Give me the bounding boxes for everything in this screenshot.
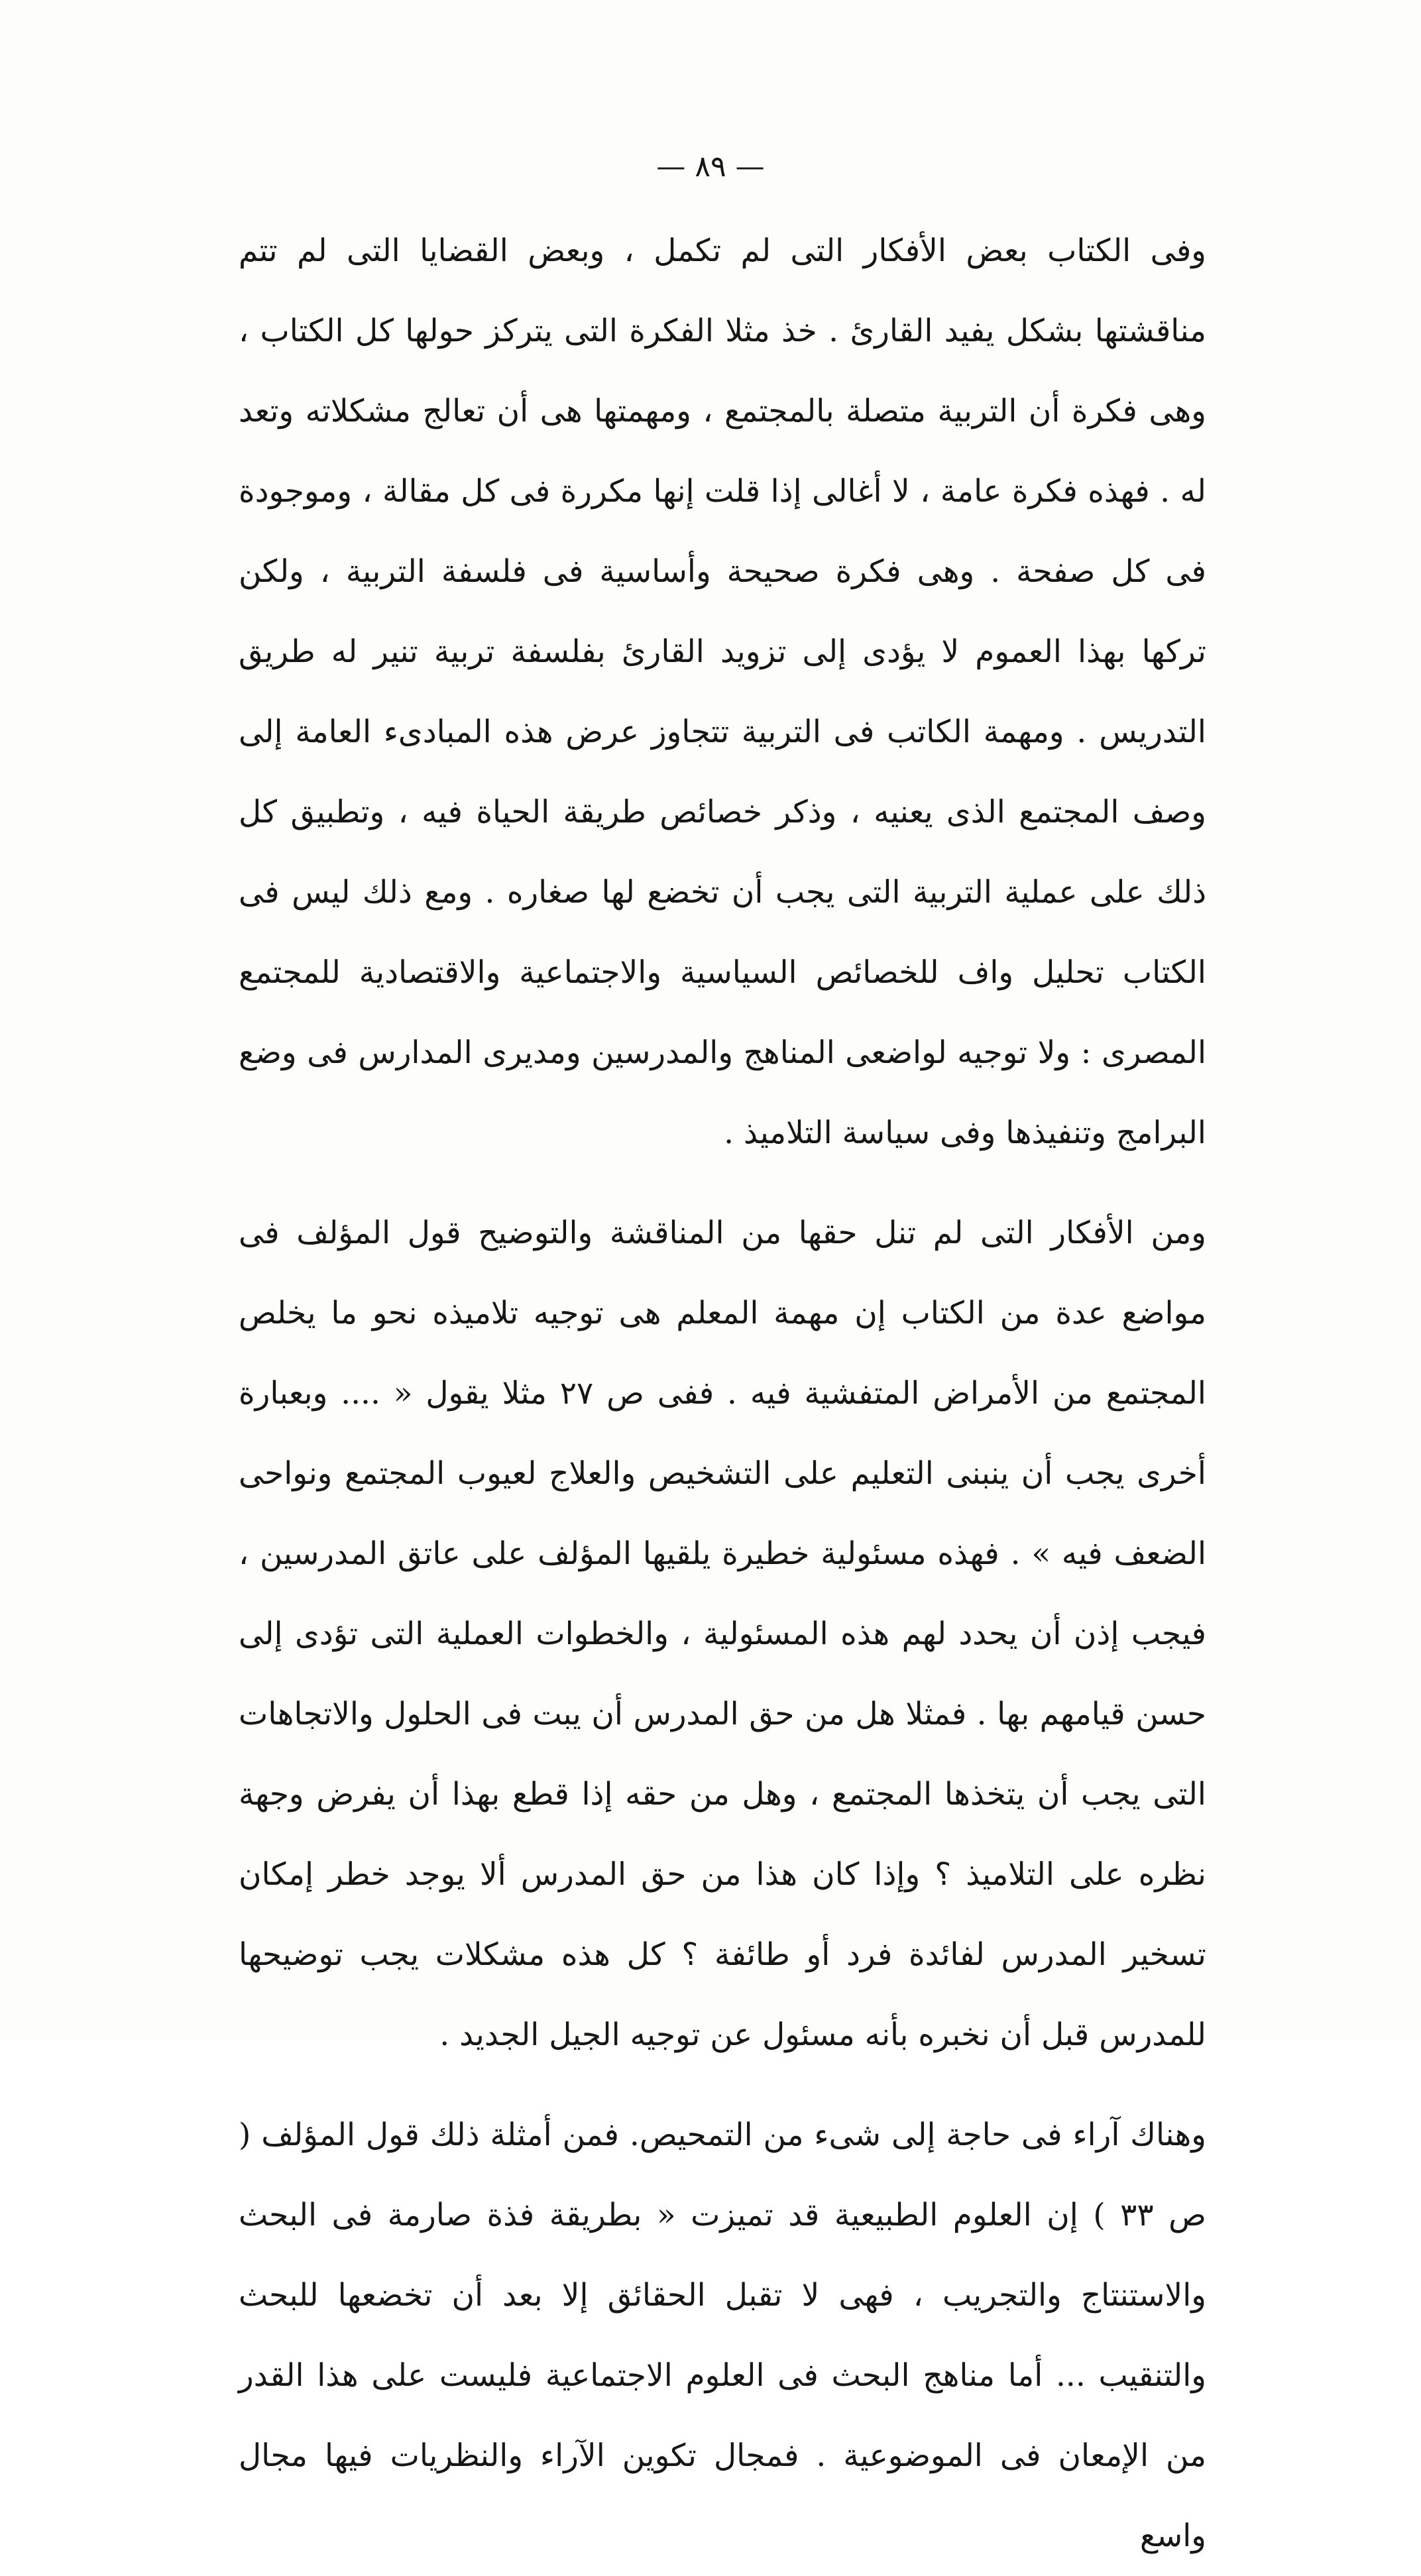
paragraph-divider bbox=[239, 1173, 1206, 1193]
paragraph-divider bbox=[239, 2075, 1206, 2095]
paragraph-3: وهناك آراء فى حاجة إلى شىء من التمحيص. فمن أمثلة ذلك قول المؤلف ( ص ٣٣ ) إن العلوم الطبيعية قد تميزت « بطريقة فذة صارمة فى البحث والاستنتاج والتجريب ، فهى لا تقبل الحقائق إلا بعد أن تخضعها للبحث والتنقيب ... أما مناهج البحث فى العلوم الاجتماعية فليست على هذا القدر من الإمعان فى الموضوعية . فمجال تكوين الآراء والنظريات فيها مجال واسع bbox=[239, 2117, 1206, 2554]
paragraph-2: ومن الأفكار التى لم تنل حقها من المناقشة والتوضيح قول المؤلف فى مواضع عدة من الكتاب إن مهمة المعلم هى توجيه تلاميذه نحو ما يخلص المجتمع من الأمراض المتفشية فيه . ففى ص ٢٧ مثلا يقول « .... وبعبارة أخرى يجب أن ينبنى التعليم على التشخيص والعلاج لعيوب المجتمع ونواحى الضعف فيه » . فهذه مسئولية خطيرة يلقيها المؤلف على عاتق المدرسين ، فيجب إذن أن يحدد لهم هذه المسئولية ، والخطوات العملية التى تؤدى إلى حسن قيامهم بها . فمثلا هل من حق المدرس أن يبت فى الحلول والاتجاهات التى يجب أن يتخذها المجتمع ، وهل من حقه إذا قطع بهذا أن يفرض وجهة نظره على التلاميذ ؟ وإذا كان هذا من حق المدرس ألا يوجد خطر إمكان تسخير المدرس لفائدة فرد أو طائفة ؟ كل هذه مشكلات يجب توضيحها للمدرس قبل أن نخبره بأنه مسئول عن توجيه الجيل الجديد . bbox=[239, 1215, 1206, 2053]
page-number: — ٨٩ — bbox=[656, 150, 765, 184]
body-text bbox=[239, 211, 1206, 2576]
paragraph-1: وفى الكتاب بعض الأفكار التى لم تكمل ، وبعض القضايا التى لم تتم مناقشتها بشكل يفيد القارئ . خذ مثلا الفكرة التى يتركز حولها كل الكتاب ، وهى فكرة أن التربية متصلة بالمجتمع ، ومهمتها هى أن تعالج مشكلاته وتعد له . فهذه فكرة عامة ، لا أغالى إذا قلت إنها مكررة فى كل مقالة ، وموجودة فى كل صفحة . وهى فكرة صحيحة وأساسية فى فلسفة التربية ، ولكن تركها بهذا العموم لا يؤدى إلى تزويد القارئ بفلسفة تربية تنير له طريق التدريس . ومهمة الكاتب فى التربية تتجاوز عرض هذه المبادىء العامة إلى وصف المجتمع الذى يعنيه ، وذكر خصائص طريقة الحياة فيه ، وتطبيق كل ذلك على عملية التربية التى يجب أن تخضع لها صغاره . ومع ذلك ليس فى الكتاب تحليل واف للخصائص السياسية والاجتماعية والاقتصادية للمجتمع المصرى : ولا توجيه لواضعى المناهج والمدرسين ومديرى المدارس فى وضع البرامج وتنفيذها وفى سياسة التلاميذ . bbox=[239, 233, 1206, 1151]
